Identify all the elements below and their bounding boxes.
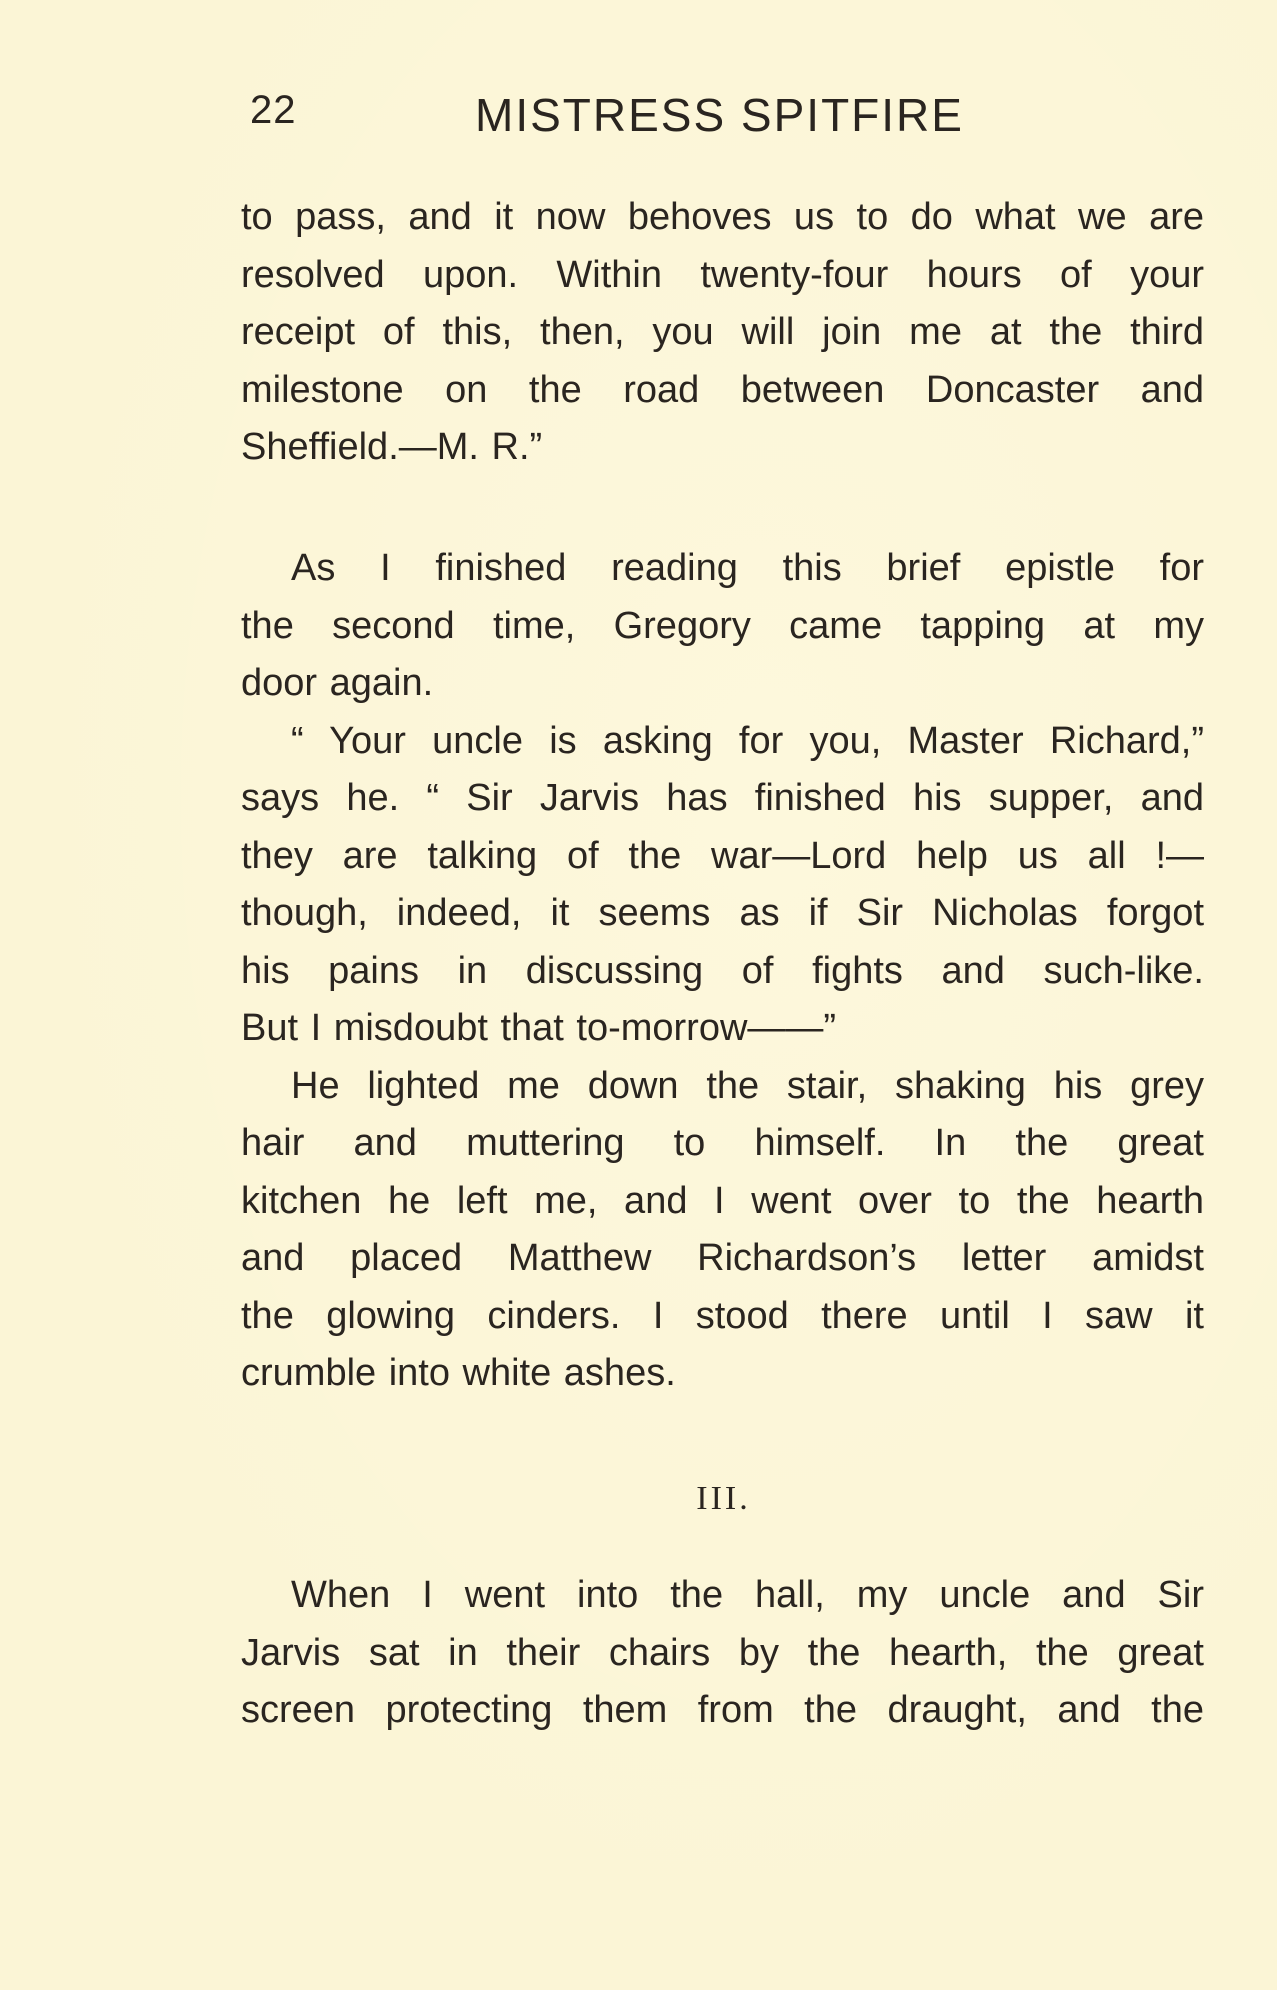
- text-line: door again.: [241, 662, 434, 704]
- running-head: MISTRESS SPITFIRE: [475, 89, 964, 141]
- text-line: crumble into white ashes.: [241, 1352, 676, 1394]
- text-line: As I finished reading this brief epistle for: [291, 547, 1204, 589]
- page-number: 22: [250, 88, 297, 132]
- text-line: kitchen he left me, and I went over to the hearth: [241, 1179, 1204, 1222]
- text-line: “ Your uncle is asking for you, Master Richard,”: [291, 719, 1204, 762]
- paragraph-letter-ending: [241, 189, 1204, 477]
- text-line: the glowing cinders. I stood there until I saw it: [241, 1294, 1204, 1337]
- text-line: But I misdoubt that to-morrow——”: [241, 1007, 837, 1049]
- text-line: He lighted me down the stair, shaking his grey: [291, 1064, 1204, 1107]
- section-heading: III.: [696, 1480, 751, 1517]
- text-line: and placed Matthew Richardson’s letter amidst: [241, 1237, 1204, 1279]
- text-line: receipt of this, then, you will join me at the third: [241, 311, 1204, 353]
- text-line: screen protecting them from the draught, and the: [241, 1689, 1204, 1731]
- text-line: though, indeed, it seems as if Sir Nicholas forgot: [241, 892, 1204, 934]
- text-line: Sheffield.—M. R.”: [241, 426, 543, 468]
- text-line: to pass, and it now behoves us to do what we are: [241, 196, 1204, 238]
- text-line: they are talking of the war—Lord help us all !—: [241, 834, 1204, 877]
- text-line: hair and muttering to himself. In the great: [241, 1122, 1204, 1164]
- text-line: the second time, Gregory came tapping at my: [241, 604, 1204, 647]
- text-line: When I went into the hall, my uncle and Sir: [291, 1574, 1204, 1616]
- text-line: says he. “ Sir Jarvis has finished his supper, and: [241, 777, 1204, 819]
- text-line: resolved upon. Within twenty-four hours of your: [241, 253, 1204, 296]
- paragraph-section-opening: [241, 1567, 1204, 1740]
- text-line: his pains in discussing of fights and such-like.: [241, 949, 1204, 992]
- text-line: Jarvis sat in their chairs by the hearth, the great: [241, 1631, 1204, 1674]
- paragraph-narrative: [241, 540, 1204, 1403]
- text-line: milestone on the road between Doncaster and: [241, 368, 1204, 411]
- page-header: [250, 88, 980, 148]
